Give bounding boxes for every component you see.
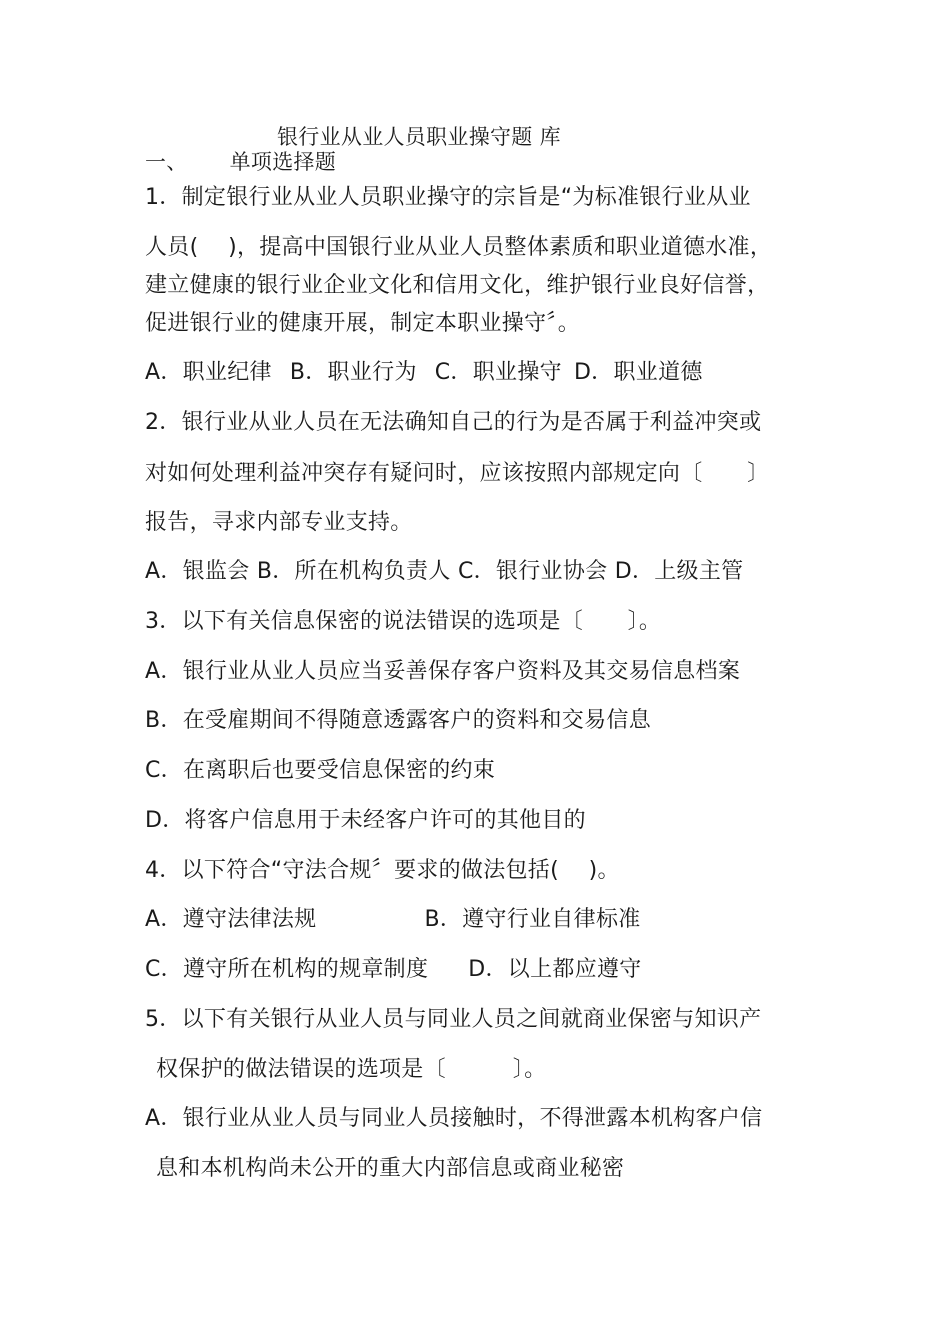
question-1-line: 建立健康的银行业企业文化和信用文化，维护银行业良好信誉，: [145, 273, 770, 298]
question-2-line: 2．银行业从业人员在无法确知自己的行为是否属于利益冲突或: [145, 410, 762, 435]
option-c: C．在离职后也要受信息保密的约束: [145, 758, 496, 783]
option-b: B．在受雇期间不得随意透露客户的资料和交易信息: [145, 708, 651, 733]
question-1-line: 促进银行业的健康开展，制定本职业操守〞。: [145, 311, 581, 336]
question-1-options: [145, 358, 703, 388]
question-5-line: 5．以下有关银行从业人员与同业人员之间就商业保密与知识产: [145, 1007, 762, 1032]
option-d: D．职业道德: [573, 360, 703, 385]
option-b: B．遵守行业自律标准: [424, 907, 641, 932]
section-number: 一、: [145, 150, 188, 174]
document-title: 银行业从业人员职业操守题 库: [277, 125, 561, 149]
option-c: C．职业操守: [434, 360, 562, 385]
question-1-line: 人员( )，提高中国银行业从业人员整体素质和职业道德水准，: [145, 235, 773, 260]
question-3-stem: 3．以下有关信息保密的说法错误的选项是〔 〕。: [145, 609, 662, 634]
option-a: A．银行业从业人员应当妥善保存客户资料及其交易信息档案: [145, 659, 741, 684]
question-4-options-row2: [145, 955, 642, 985]
question-2-line: 报告，寻求内部专业支持。: [145, 510, 413, 535]
option-d: D．上级主管: [614, 559, 744, 584]
option-a: A．职业纪律: [145, 360, 272, 385]
option-b: B．所在机构负责人: [256, 559, 451, 584]
option-a-line: A．银行业从业人员与同业人员接触时，不得泄露本机构客户信: [145, 1106, 763, 1131]
option-d: D．将客户信息用于未经客户许可的其他目的: [145, 808, 586, 833]
option-d: D．以上都应遵守: [468, 957, 642, 982]
option-a-line: 息和本机构尚未公开的重大内部信息或商业秘密: [156, 1156, 625, 1181]
option-a: A．银监会: [145, 559, 250, 584]
question-5-line: 权保护的做法错误的选项是〔 〕。: [156, 1057, 547, 1082]
question-4-options-row1: [145, 905, 641, 935]
section-label: 单项选择题: [229, 150, 337, 174]
question-2-options: [145, 557, 743, 587]
question-1-line: 1．制定银行业从业人员职业操守的宗旨是“为标准银行业从业: [145, 185, 751, 210]
question-2-line: 对如何处理利益冲突存有疑问时，应该按照内部规定向〔 〕: [145, 461, 770, 486]
option-b: B．职业行为: [289, 360, 417, 385]
option-c: C．遵守所在机构的规章制度: [145, 957, 429, 982]
question-4-stem: 4．以下符合“守法合规〞要求的做法包括( )。: [145, 858, 620, 883]
section-heading: [145, 147, 336, 177]
option-c: C．银行业协会: [457, 559, 608, 584]
option-a: A．遵守法律法规: [145, 907, 317, 932]
